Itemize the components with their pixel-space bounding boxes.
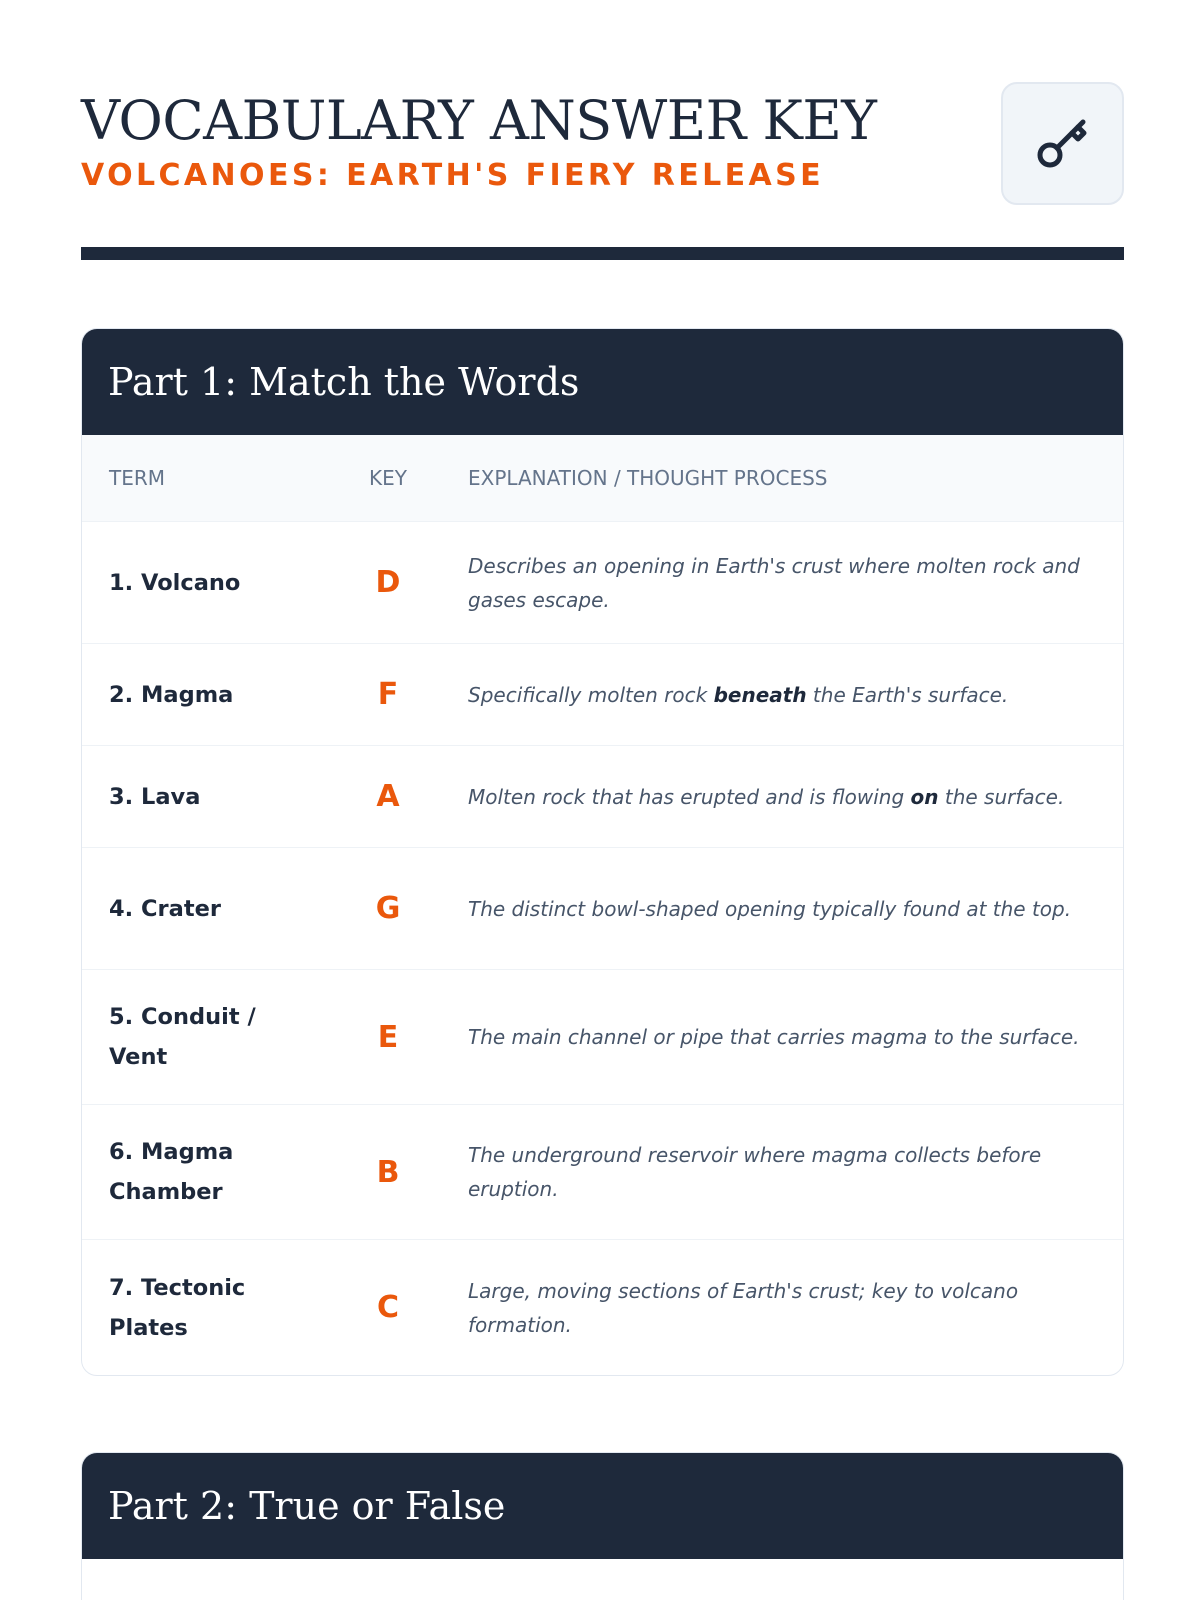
table-row	[82, 644, 1123, 746]
answer-key-letter: F	[377, 677, 399, 712]
table-row	[82, 746, 1123, 848]
part2-section	[81, 1452, 1124, 1600]
explanation-text	[438, 892, 1123, 926]
table-row	[82, 848, 1123, 970]
explanation-text	[438, 1138, 1123, 1206]
part1-title: Part 1: Match the Words	[108, 360, 580, 404]
explanation-text-part: Molten rock that has erupted and is flowing	[468, 784, 911, 809]
explanation-text-part: Describes an opening in Earth's crust where molten rock and gases escape.	[468, 553, 1080, 612]
key-badge	[1001, 82, 1124, 205]
page-subtitle: VOLCANOES: EARTH'S FIERY RELEASE	[81, 158, 825, 193]
answer-key-letter: G	[375, 891, 401, 926]
answer-key-letter: D	[375, 565, 401, 600]
table-column-headers	[82, 435, 1123, 522]
explanation-text	[438, 1274, 1123, 1342]
explanation-text-part: the surface.	[938, 784, 1065, 809]
column-header-term: TERM	[109, 466, 166, 490]
explanation-text-part: Specifically molten rock	[468, 682, 714, 707]
header-divider	[81, 247, 1124, 260]
term-label: 2. Magma	[109, 681, 234, 708]
answer-key-letter: B	[376, 1154, 400, 1190]
part2-header	[82, 1453, 1123, 1559]
explanation-text-part: The main channel or pipe that carries magma to the surface.	[468, 1025, 1080, 1049]
column-header-explanation: EXPLANATION / THOUGHT PROCESS	[468, 466, 828, 490]
answer-key-letter: E	[377, 1019, 399, 1055]
column-header-key: KEY	[369, 466, 407, 490]
term-label: 3. Lava	[109, 783, 201, 810]
table-row	[82, 970, 1123, 1105]
explanation-text-part: The underground reservoir where magma collects before eruption.	[468, 1143, 1042, 1201]
term-label: 5. Conduit / Vent	[109, 1004, 256, 1070]
answer-key-letter: A	[376, 779, 400, 814]
part2-title: Part 2: True or False	[108, 1484, 506, 1528]
answer-key-letter: C	[376, 1290, 400, 1325]
page-title: VOCABULARY ANSWER KEY	[81, 89, 877, 152]
explanation-text-part: the Earth's surface.	[806, 682, 1009, 707]
explanation-text	[438, 1020, 1123, 1054]
table-row	[82, 1105, 1123, 1240]
explanation-text-part: The distinct bowl-shaped opening typically found at the top.	[468, 896, 1072, 921]
page-header	[81, 82, 1124, 210]
table-row	[82, 1240, 1123, 1375]
part1-section	[81, 328, 1124, 1376]
term-label: 1. Volcano	[109, 569, 241, 596]
explanation-text	[438, 780, 1123, 814]
key-icon	[1031, 110, 1095, 178]
explanation-text	[438, 549, 1123, 617]
part1-header	[82, 329, 1123, 435]
table-row	[82, 522, 1123, 644]
answer-table-body	[82, 522, 1123, 1375]
term-label: 4. Crater	[109, 895, 221, 922]
term-label: 6. Magma Chamber	[109, 1139, 234, 1205]
explanation-emphasis: on	[910, 784, 939, 809]
explanation-text-part: Large, moving sections of Earth's crust; key to volcano formation.	[468, 1278, 1019, 1337]
explanation-emphasis: beneath	[713, 682, 807, 707]
term-label: 7. Tectonic Plates	[109, 1274, 246, 1341]
explanation-text	[438, 678, 1123, 712]
